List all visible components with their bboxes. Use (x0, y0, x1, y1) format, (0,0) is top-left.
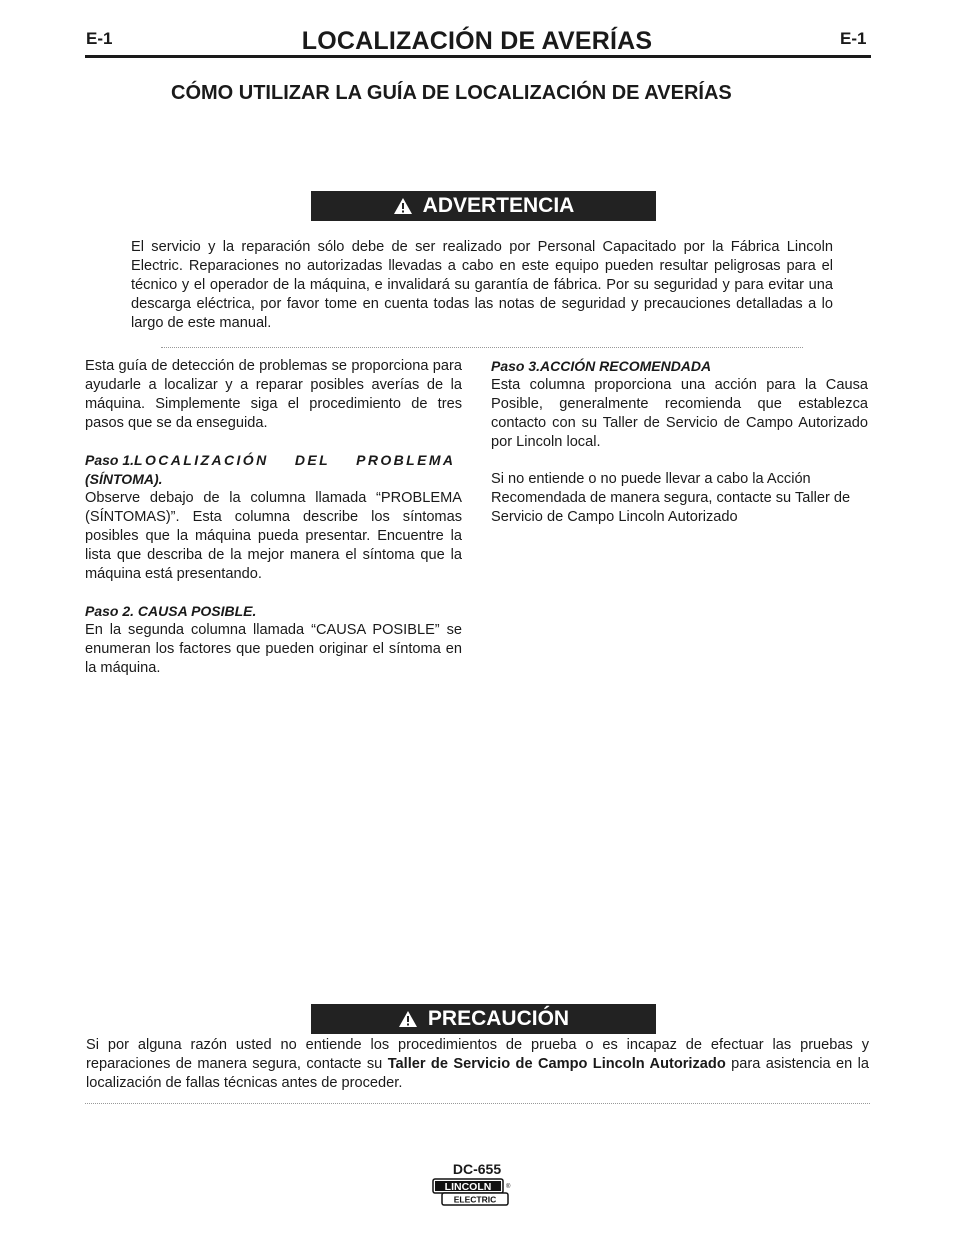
lincoln-electric-logo (432, 1178, 512, 1208)
step3-heading-text: ACCIÓN RECOMENDADA (540, 358, 712, 374)
warning-text: El servicio y la reparación sólo debe de ser realizado por Personal Capacitado por la Fábrica Lincoln Electric. Reparaciones no autorizadas llevadas a cabo en este equipo pueden resultar peligrosas para el técnico y el operador de la máquina, e invalidará su garantía de fábrica. Por su seguridad y para evitar una descarga eléctrica, por favor tome en cuenta todas las notas de seguridad y precauciones detalladas a lo largo de este manual. (131, 239, 833, 331)
logo-registered-mark: ® (506, 1184, 511, 1190)
step1-label: Paso 1. (85, 452, 135, 468)
step1-text: Observe debajo de la columna llamada “PROBLEMA (SÍNTOMAS)”. Esta columna describe los síntomas posibles que la máquina pueda presentar. Encuentre la lista que describa de la mejor manera el síntoma que la máquina está presentando. (85, 490, 462, 582)
warning-triangle-icon (398, 1010, 418, 1028)
caution-label: PRECAUCIÓN (427, 1007, 570, 1030)
step1-heading-text: LOCALIZACIÓN DEL PROBLEMA (134, 452, 456, 468)
divider (85, 1103, 870, 1104)
page-code-right: E-1 (840, 29, 867, 48)
intro-paragraph: Esta guía de detección de problemas se proporciona para ayudarle a localizar y a reparar posibles averías de la máquina. Simplemente siga el procedimiento de tres pasos que se da enseguida. (85, 358, 462, 431)
warning-label: ADVERTENCIA (422, 194, 575, 217)
document-number: DC-655 (452, 1161, 502, 1177)
section-subtitle: CÓMO UTILIZAR LA GUÍA DE LOCALIZACIÓN DE AVERÍAS (171, 82, 732, 104)
title-rule (85, 55, 871, 58)
step2-text: En la segunda columna llamada “CAUSA POSIBLE” se enumeran los factores que pueden originar el síntoma en la máquina. (85, 622, 462, 676)
step2-heading: Paso 2. CAUSA POSIBLE. (85, 603, 257, 619)
logo-text-electric: ELECTRIC (453, 1194, 497, 1205)
warning-banner (311, 191, 656, 221)
left-column (85, 357, 462, 678)
step3-heading (491, 357, 868, 376)
step1-heading-line2: (SÍNTOMA). (85, 471, 163, 487)
right-column (491, 357, 868, 527)
closing-paragraph: Si no entiende o no puede llevar a cabo la Acción Recomendada de manera segura, contacte su Taller de Servicio de Campo Lincoln Autorizado (491, 471, 851, 525)
caution-text-bold: Taller de Servicio de Campo Lincoln Autorizado (387, 1056, 726, 1072)
divider (161, 347, 803, 348)
caution-banner (311, 1004, 656, 1034)
caution-text-end: para asistencia en la localización de fallas técnicas antes de proceder. (86, 1056, 869, 1091)
step3-text: Esta columna proporciona una acción para la Causa Posible, generalmente recomienda que establezca contacto con su Taller de Servicio de Campo Autorizado por Lincoln local. (491, 377, 868, 450)
caution-text (86, 1036, 869, 1093)
logo-text-lincoln: LINCOLN (444, 1181, 492, 1193)
step3-label: Paso 3. (491, 358, 541, 374)
page-title: LOCALIZACIÓN DE AVERÍAS (301, 27, 653, 55)
step1-heading (85, 451, 462, 470)
page-code-left: E-1 (86, 29, 113, 48)
warning-triangle-icon (393, 197, 413, 215)
caution-text-start: Si por alguna razón usted no entiende los procedimientos de prueba o es incapaz de efectuar las pruebas y reparaciones de manera segura, contacte su (86, 1037, 869, 1072)
